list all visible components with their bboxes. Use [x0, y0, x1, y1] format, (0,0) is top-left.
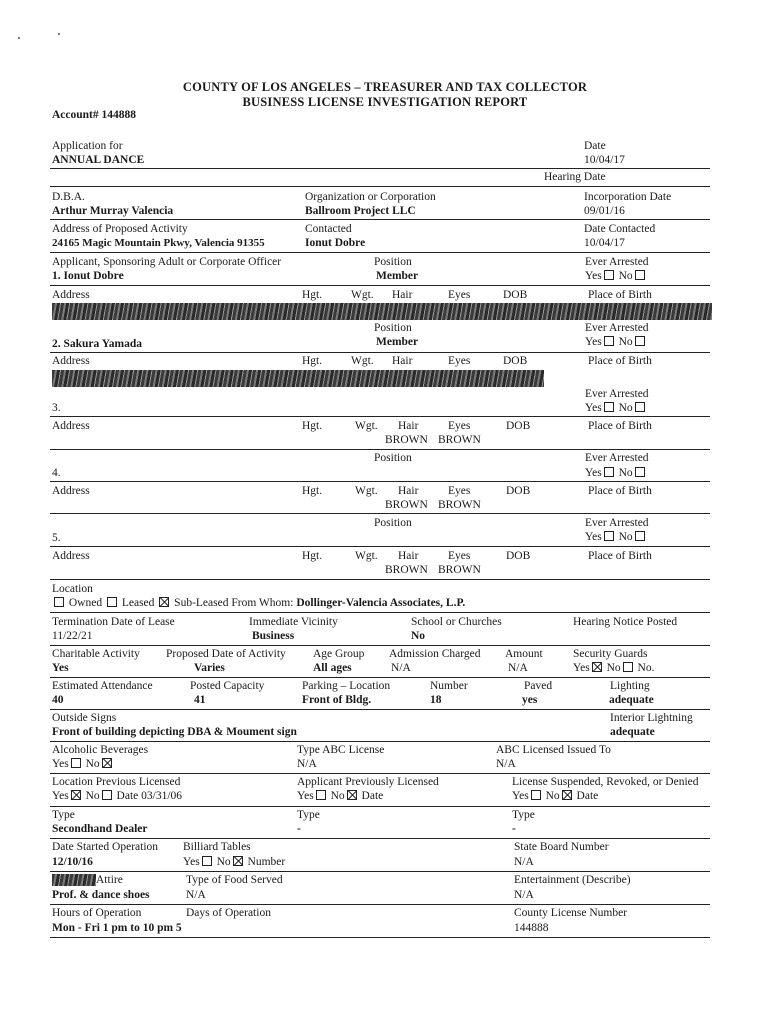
age-group-label: Age Group	[313, 648, 365, 660]
report-title-line1: COUNTY OF LOS ANGELES – TREASURER AND TAX COLLECTOR	[182, 80, 588, 94]
loc-prev-no-checkbox[interactable]	[102, 790, 112, 800]
hair-label: Hair	[398, 485, 419, 497]
billiard-checkboxes: Yes No Number	[183, 856, 286, 868]
hair-label: Hair	[392, 355, 413, 367]
suspended-label: License Suspended, Revoked, or Denied	[512, 776, 699, 788]
applicant-5-name: 5.	[52, 532, 61, 544]
date-value: 10/04/17	[584, 154, 625, 166]
place-of-birth-label: Place of Birth	[588, 289, 652, 301]
eyes-label: Eyes	[448, 550, 471, 562]
redaction-bar	[52, 370, 544, 387]
state-board-label: State Board Number	[514, 841, 609, 853]
security-no-checkbox[interactable]	[623, 662, 633, 672]
address-label: Address	[52, 289, 90, 301]
dob-label: DOB	[503, 289, 528, 301]
age-group-value: All ages	[313, 662, 352, 674]
contacted-label: Contacted	[305, 223, 352, 235]
capacity-value: 41	[194, 694, 206, 706]
applicant-1-name: 1. Ionut Dobre	[52, 270, 124, 282]
rule	[50, 513, 710, 514]
applicant-4-hair: BROWN	[385, 499, 428, 511]
arrested-no-checkbox[interactable]	[635, 467, 645, 477]
proposed-date-label: Proposed Date of Activity	[166, 648, 286, 660]
school-value: No	[411, 630, 426, 642]
wgt-label: Wgt.	[351, 355, 374, 367]
applicant-label: Applicant, Sponsoring Adult or Corporate Officer	[52, 256, 282, 268]
state-board-value: N/A	[514, 856, 534, 868]
amount-label: Amount	[505, 648, 543, 660]
wgt-label: Wgt.	[355, 485, 378, 497]
rule	[50, 806, 710, 807]
loc-prev-yes-checkbox[interactable]	[71, 790, 81, 800]
entertainment-label: Entertainment (Describe)	[514, 874, 631, 886]
wgt-label: Wgt.	[355, 420, 378, 432]
hearing-notice-label: Hearing Notice Posted	[573, 616, 678, 628]
place-of-birth-label: Place of Birth	[588, 355, 652, 367]
arrested-checkboxes: Yes No	[585, 467, 647, 480]
abc-issued-value: N/A	[496, 758, 516, 770]
wgt-label: Wgt.	[355, 550, 378, 562]
date-contacted-value: 10/04/17	[584, 237, 625, 249]
entertainment-value: N/A	[514, 889, 534, 901]
redaction-bar	[52, 874, 96, 886]
rule	[50, 937, 710, 938]
termination-label: Termination Date of Lease	[52, 616, 175, 628]
loc-prev-checkboxes: Yes No Date 03/31/06	[52, 790, 183, 802]
parking-label: Parking – Location	[302, 680, 391, 692]
location-options: Owned Leased Sub-Leased From Whom: Dollinger-Valencia Associates, L.P.	[52, 597, 465, 610]
address-label: Address	[52, 485, 90, 497]
arrested-yes-checkbox[interactable]	[604, 531, 614, 541]
alcohol-label: Alcoholic Beverages	[52, 744, 149, 756]
applicant-prev-yes-checkbox[interactable]	[316, 790, 326, 800]
scan-speck	[18, 37, 20, 39]
dba-label: D.B.A.	[52, 191, 85, 203]
position-label: Position	[374, 256, 412, 268]
paved-label: Paved	[524, 680, 553, 692]
termination-value: 11/22/21	[52, 630, 93, 642]
hgt-label: Hgt.	[302, 550, 323, 562]
rule	[50, 904, 710, 905]
food-value: N/A	[186, 889, 206, 901]
hours-value: Mon - Fri 1 pm to 10 pm 5	[52, 922, 182, 934]
rule	[50, 741, 710, 742]
eyes-label: Eyes	[448, 355, 471, 367]
amount-value: N/A	[508, 662, 528, 674]
ever-arrested-label: Ever Arrested	[585, 256, 649, 268]
scan-speck	[58, 33, 60, 35]
arrested-yes-checkbox[interactable]	[604, 402, 614, 412]
date-contacted-label: Date Contacted	[584, 223, 656, 235]
rule	[50, 871, 710, 872]
application-label: Application for	[52, 140, 123, 152]
loc-type-label: Type	[52, 809, 75, 821]
number-label: Number	[430, 680, 468, 692]
loc-prev-label: Location Previous Licensed	[52, 776, 181, 788]
dob-label: DOB	[506, 420, 531, 432]
applicant-3-eyes: BROWN	[438, 434, 481, 446]
ever-arrested-label: Ever Arrested	[585, 452, 649, 464]
applicant-4-eyes: BROWN	[438, 499, 481, 511]
outside-signs-value: Front of building depicting DBA & Moument sign	[52, 726, 297, 738]
dob-label: DOB	[503, 355, 528, 367]
vicinity-value: Business	[252, 630, 295, 642]
rule	[50, 352, 710, 353]
hearing-date-label: Hearing Date	[544, 171, 606, 183]
eyes-label: Eyes	[448, 485, 471, 497]
applicant-2-name: 2. Sakura Yamada	[52, 338, 142, 350]
applicant-prev-no-checkbox[interactable]	[347, 790, 357, 800]
hgt-label: Hgt.	[302, 355, 323, 367]
est-attendance-label: Estimated Attendance	[52, 680, 153, 692]
security-checkboxes: Yes No No.	[573, 662, 655, 674]
hair-label: Hair	[392, 289, 413, 301]
admission-value: N/A	[391, 662, 411, 674]
billiard-yes-checkbox[interactable]	[202, 856, 212, 866]
subleased-checkbox[interactable]	[159, 597, 169, 607]
admission-label: Admission Charged	[389, 648, 481, 660]
applicant-4-name: 4.	[52, 467, 61, 479]
leased-checkbox[interactable]	[107, 597, 117, 607]
ever-arrested-label: Ever Arrested	[585, 517, 649, 529]
rule	[50, 546, 710, 547]
attire-value: Prof. & dance shoes	[52, 889, 150, 901]
abc-type-label: Type ABC License	[297, 744, 385, 756]
account-number: Account# 144888	[52, 109, 137, 121]
days-label: Days of Operation	[186, 907, 271, 919]
applicant-5-hair: BROWN	[385, 564, 428, 576]
arrested-no-checkbox[interactable]	[635, 402, 645, 412]
arrested-no-checkbox[interactable]	[635, 336, 645, 346]
billiard-label: Billiard Tables	[183, 841, 251, 853]
place-of-birth-label: Place of Birth	[588, 420, 652, 432]
attire-label: Attire	[96, 874, 123, 886]
applicant-prev-checkboxes: Yes No Date	[297, 790, 384, 802]
application-value: ANNUAL DANCE	[52, 154, 145, 166]
applicant-type-value: -	[297, 823, 301, 835]
applicant-prev-label: Applicant Previously Licensed	[297, 776, 439, 788]
position-label: Position	[374, 452, 412, 464]
date-label: Date	[584, 140, 606, 152]
rule	[50, 677, 710, 678]
suspended-type-value: -	[512, 823, 516, 835]
lighting-value: adequate	[609, 694, 654, 706]
arrested-checkboxes: Yes No	[585, 402, 647, 415]
started-label: Date Started Operation	[52, 841, 159, 853]
ever-arrested-label: Ever Arrested	[585, 322, 649, 334]
applicant-type-label: Type	[297, 809, 320, 821]
inc-date-value: 09/01/16	[584, 205, 625, 217]
wgt-label: Wgt.	[351, 289, 374, 301]
applicant-3-name: 3.	[52, 402, 61, 414]
eyes-label: Eyes	[448, 420, 471, 432]
suspended-type-label: Type	[512, 809, 535, 821]
arrested-checkboxes: Yes No	[585, 531, 647, 544]
rule	[50, 579, 710, 580]
place-of-birth-label: Place of Birth	[588, 485, 652, 497]
food-label: Type of Food Served	[186, 874, 283, 886]
rule	[50, 168, 710, 169]
security-yes-checkbox[interactable]	[592, 662, 602, 672]
position-label: Position	[374, 322, 412, 334]
rule	[50, 252, 710, 253]
org-label: Organization or Corporation	[305, 191, 436, 203]
arrested-checkboxes: Yes No	[585, 336, 647, 349]
arrested-yes-checkbox[interactable]	[604, 467, 614, 477]
rule	[50, 838, 710, 839]
charitable-value: Yes	[52, 662, 69, 674]
dba-value: Arthur Murray Valencia	[52, 205, 174, 217]
hgt-label: Hgt.	[302, 485, 323, 497]
loc-type-value: Secondhand Dealer	[52, 823, 148, 835]
rule	[50, 645, 710, 646]
charitable-label: Charitable Activity	[52, 648, 140, 660]
started-value: 12/10/16	[52, 856, 93, 868]
arrested-yes-checkbox[interactable]	[604, 270, 614, 280]
paved-value: yes	[522, 694, 538, 706]
rule	[50, 612, 710, 613]
interior-lighting-label: Interior Lightning	[610, 712, 693, 724]
address-label: Address	[52, 420, 90, 432]
proposed-date-value: Varies	[194, 662, 225, 674]
contacted-value: Ionut Dobre	[305, 237, 366, 249]
alcohol-no-checkbox[interactable]	[102, 758, 112, 768]
hgt-label: Hgt.	[302, 420, 323, 432]
lighting-label: Lighting	[610, 680, 650, 692]
org-value: Ballroom Project LLC	[305, 205, 416, 217]
rule	[50, 186, 710, 187]
applicant-3-hair: BROWN	[385, 434, 428, 446]
alcohol-checkboxes: Yes No	[52, 758, 114, 771]
inc-date-label: Incorporation Date	[584, 191, 672, 203]
location-label: Location	[52, 583, 93, 595]
rule	[50, 481, 710, 482]
hours-label: Hours of Operation	[52, 907, 142, 919]
rule	[50, 709, 710, 710]
rule	[50, 773, 710, 774]
redaction-bar	[52, 303, 712, 320]
hair-label: Hair	[398, 550, 419, 562]
arrested-yes-checkbox[interactable]	[604, 336, 614, 346]
arrested-no-checkbox[interactable]	[635, 531, 645, 541]
county-license-label: County License Number	[514, 907, 628, 919]
dob-label: DOB	[506, 550, 531, 562]
vicinity-label: Immediate Vicinity	[249, 616, 338, 628]
est-attendance-value: 40	[52, 694, 64, 706]
suspended-no-checkbox[interactable]	[562, 790, 572, 800]
address-label: Address	[52, 550, 90, 562]
county-license-value: 144888	[514, 922, 549, 934]
hair-label: Hair	[398, 420, 419, 432]
security-label: Security Guards	[573, 648, 648, 660]
interior-lighting-value: adequate	[610, 726, 655, 738]
arrested-checkboxes: Yes No	[585, 270, 647, 283]
rule	[50, 219, 710, 220]
dob-label: DOB	[506, 485, 531, 497]
arrested-no-checkbox[interactable]	[635, 270, 645, 280]
position-label: Position	[374, 517, 412, 529]
eyes-label: Eyes	[448, 289, 471, 301]
report-title-line2: BUSINESS LICENSE INVESTIGATION REPORT	[242, 95, 528, 109]
abc-issued-label: ABC Licensed Issued To	[496, 744, 611, 756]
owned-checkbox[interactable]	[54, 597, 64, 607]
outside-signs-label: Outside Signs	[52, 712, 117, 724]
address-value: 24165 Magic Mountain Pkwy, Valencia 91355	[52, 237, 265, 249]
parking-value: Front of Bldg.	[302, 694, 372, 706]
rule	[50, 449, 710, 450]
hgt-label: Hgt.	[302, 289, 323, 301]
ever-arrested-label: Ever Arrested	[585, 388, 649, 400]
address-label: Address	[52, 355, 90, 367]
school-label: School or Churches	[411, 616, 502, 628]
applicant-1-position: Member	[376, 270, 419, 282]
alcohol-yes-checkbox[interactable]	[71, 758, 81, 768]
rule	[50, 285, 710, 286]
suspended-checkboxes: Yes No Date	[512, 790, 599, 802]
number-value: 18	[430, 694, 442, 706]
address-label: Address of Proposed Activity	[52, 223, 188, 235]
suspended-yes-checkbox[interactable]	[531, 790, 541, 800]
billiard-no-checkbox[interactable]	[233, 856, 243, 866]
abc-type-value: N/A	[297, 758, 317, 770]
rule	[50, 416, 710, 417]
applicant-5-eyes: BROWN	[438, 564, 481, 576]
place-of-birth-label: Place of Birth	[588, 550, 652, 562]
capacity-label: Posted Capacity	[190, 680, 265, 692]
applicant-2-position: Member	[376, 336, 419, 348]
